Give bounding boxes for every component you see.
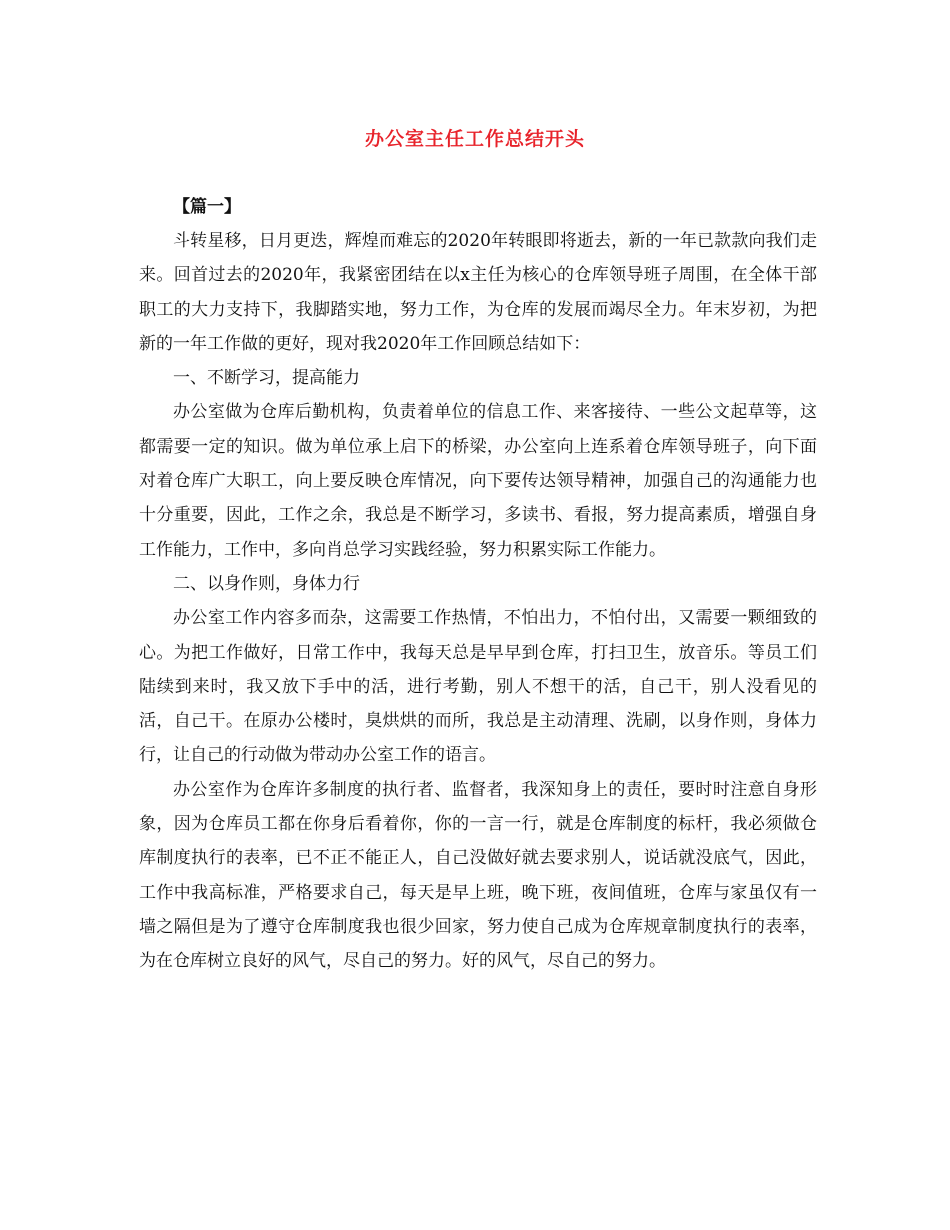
document-body [139, 190, 817, 979]
paragraph-example: 办公室工作内容多而杂，这需要工作热情，不怕出力，不怕付出，又需要一颗细致的心。为把工作做好，日常工作中，我每天总是早早到仓库，打扫卫生，放音乐。等员工们陆续到来时，我又放下手中的活，进行考勤，别人不想干的活，自己干，别人没看见的活，自己干。在原办公楼时，臭烘烘的而所，我总是主动清理、洗刷，以身作则，身体力行，让自己的行动做为带动办公室工作的语言。 [139, 608, 817, 766]
intro-paragraph: 斗转星移，日月更迭，辉煌而难忘的2020年转眼即将逝去，新的一年已款款向我们走来。回首过去的2020年，我紧密团结在以x主任为核心的仓库领导班子周围，在全体干部职工的大力支持下，我脚踏实地，努力工作，为仓库的发展而竭尽全力。年末岁初，为把新的一年工作做的更好，现对我2020年工作回顾总结如下： [139, 231, 817, 354]
paragraph-learning: 办公室做为仓库后勤机构，负责着单位的信息工作、来客接待、一些公文起草等，这都需要一定的知识。做为单位承上启下的桥梁，办公室向上连系着仓库领导班子，向下面对着仓库广大职工，向上要反映仓库情况，向下要传达领导精神，加强自己的沟通能力也十分重要，因此，工作之余，我总是不断学习，多读书、看报，努力提高素质，增强自身工作能力，工作中，多向肖总学习实践经验，努力积累实际工作能力。 [139, 402, 817, 560]
paragraph-supervision: 办公室作为仓库许多制度的执行者、监督者，我深知身上的责任，要时时注意自身形象，因为仓库员工都在你身后看着你，你的一言一行，就是仓库制度的标杆，我必须做仓库制度执行的表率，已不正不能正人，自己没做好就去要求别人，说话就没底气，因此，工作中我高标准，严格要求自己，每天是早上班，晚下班，夜间值班，仓库与家虽仅有一墙之隔但是为了遵守仓库制度我也很少回家，努力使自己成为仓库规章制度执行的表率，为在仓库树立良好的风气，尽自己的努力。好的风气，尽自己的努力。 [139, 779, 817, 972]
document-title: 办公室主任工作总结开头 [364, 128, 585, 150]
section-heading-2: 二、以身作则，身体力行 [173, 573, 360, 594]
section-heading-1: 一、不断学习，提高能力 [173, 368, 360, 389]
section-label: 【篇一】 [173, 197, 241, 217]
